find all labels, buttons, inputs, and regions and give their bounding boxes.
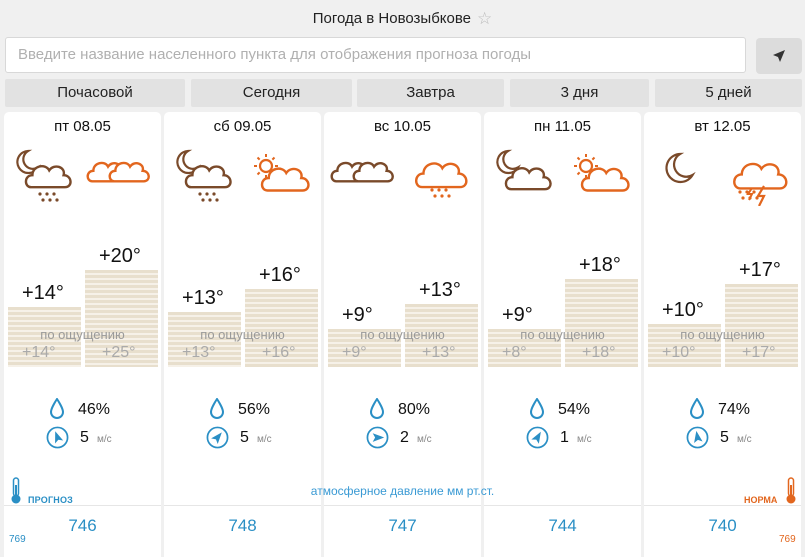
wind-unit: м/с — [97, 434, 112, 445]
wind-unit: м/с — [577, 434, 592, 445]
wind-direction-icon — [526, 426, 549, 449]
feels-like-night: +10° — [662, 344, 696, 361]
wind-speed: 5 — [720, 429, 729, 446]
humidity-value: 54% — [558, 401, 591, 418]
pressure-value: 746 — [68, 516, 97, 535]
night-temperature: +9° — [502, 304, 533, 326]
feels-like-night: +8° — [502, 344, 527, 361]
star-icon[interactable]: ☆ — [477, 9, 493, 28]
feels-like-day: +16° — [262, 344, 296, 361]
pressure-label: атмосферное давление мм рт.ст. — [310, 484, 495, 498]
day-temperature: +16° — [259, 264, 301, 286]
pressure-value: 747 — [388, 516, 417, 535]
pressure-value: 748 — [228, 516, 257, 535]
humidity-value: 74% — [718, 401, 751, 418]
cloudy-icon — [86, 146, 158, 206]
feels-like-label: по ощущению — [680, 327, 765, 342]
forecast-label: ПРОГНОЗ — [28, 495, 73, 505]
location-arrow-icon — [772, 49, 786, 63]
humidity-drop-icon — [529, 398, 545, 420]
wind-row — [484, 426, 641, 450]
feels-like-label: по ощущению — [360, 327, 445, 342]
night-temperature: +13° — [182, 287, 224, 309]
feels-like-day: +13° — [422, 344, 456, 361]
cloud-rain-icon — [406, 146, 478, 206]
divider — [4, 505, 161, 506]
tab-today[interactable]: Сегодня — [191, 79, 352, 107]
wind-speed: 2 — [400, 429, 409, 446]
night-temperature: +10° — [662, 299, 704, 321]
wind-unit: м/с — [737, 434, 752, 445]
wind-direction-icon — [206, 426, 229, 449]
day-temperature: +13° — [419, 279, 461, 301]
sun-cloud-icon — [566, 146, 638, 206]
feels-like-day: +17° — [742, 344, 776, 361]
humidity-drop-icon — [49, 398, 65, 420]
divider — [644, 505, 801, 506]
wind-speed: 1 — [560, 429, 569, 446]
wind-direction-icon — [46, 426, 69, 449]
humidity-drop-icon — [369, 398, 385, 420]
humidity-row — [484, 398, 641, 422]
wind-direction-icon — [686, 426, 709, 449]
moon-cloud-rain-icon — [170, 146, 242, 206]
feels-like-day: +18° — [582, 344, 616, 361]
wind-row — [164, 426, 321, 450]
day-date: вт 12.05 — [694, 118, 751, 135]
wind-row — [4, 426, 161, 450]
page-title — [0, 6, 805, 32]
sun-cloud-icon — [246, 146, 318, 206]
wind-speed: 5 — [80, 429, 89, 446]
feels-like-label: по ощущению — [520, 327, 605, 342]
humidity-row — [4, 398, 161, 422]
wind-row — [644, 426, 801, 450]
search-input[interactable]: Введите название населенного пункта для отображения прогноза погоды — [5, 37, 746, 73]
humidity-row — [164, 398, 321, 422]
humidity-drop-icon — [689, 398, 705, 420]
humidity-value: 80% — [398, 401, 431, 418]
day-date: пн 11.05 — [534, 118, 591, 135]
divider — [484, 505, 641, 506]
feels-like-night: +13° — [182, 344, 216, 361]
feels-like-label: по ощущению — [40, 327, 125, 342]
period-tabs — [5, 79, 802, 107]
day-temperature: +20° — [99, 245, 141, 267]
humidity-row — [324, 398, 481, 422]
night-temperature: +14° — [22, 282, 64, 304]
feels-like-night: +14° — [22, 344, 56, 361]
locate-button[interactable] — [756, 38, 802, 74]
thunderstorm-icon — [726, 146, 798, 206]
moon-cloud-rain-icon — [10, 146, 82, 206]
feels-like-night: +9° — [342, 344, 367, 361]
humidity-drop-icon — [209, 398, 225, 420]
norm-label: НОРМА — [744, 495, 778, 505]
thermometer-forecast-icon — [9, 477, 23, 505]
page-title-text: Погода в Новозыбкове — [312, 10, 472, 27]
feels-like-day: +25° — [102, 344, 136, 361]
pressure-scale-right: 769 — [779, 534, 796, 545]
humidity-row — [644, 398, 801, 422]
tab-tomorrow[interactable]: Завтра — [357, 79, 504, 107]
day-date: сб 09.05 — [213, 118, 272, 135]
divider — [164, 505, 321, 506]
feels-like-label: по ощущению — [200, 327, 285, 342]
wind-direction-icon — [366, 426, 389, 449]
wind-row — [324, 426, 481, 450]
humidity-value: 46% — [78, 401, 111, 418]
cloudy-icon — [330, 146, 402, 206]
day-temperature: +17° — [739, 259, 781, 281]
day-date: пт 08.05 — [54, 118, 111, 135]
tab-3-days[interactable]: 3 дня — [510, 79, 649, 107]
divider — [324, 505, 481, 506]
wind-unit: м/с — [257, 434, 272, 445]
day-temperature: +18° — [579, 254, 621, 276]
tab-5-days[interactable]: 5 дней — [655, 79, 802, 107]
pressure-value: 740 — [708, 516, 737, 535]
thermometer-norm-icon — [784, 477, 798, 505]
wind-unit: м/с — [417, 434, 432, 445]
tab-hourly[interactable]: Почасовой — [5, 79, 185, 107]
night-temperature: +9° — [342, 304, 373, 326]
moon-icon — [650, 146, 722, 206]
day-date: вс 10.05 — [373, 118, 431, 135]
moon-cloud-icon — [490, 146, 562, 206]
wind-speed: 5 — [240, 429, 249, 446]
pressure-scale-left: 769 — [9, 534, 26, 545]
humidity-value: 56% — [238, 401, 271, 418]
pressure-value: 744 — [548, 516, 577, 535]
